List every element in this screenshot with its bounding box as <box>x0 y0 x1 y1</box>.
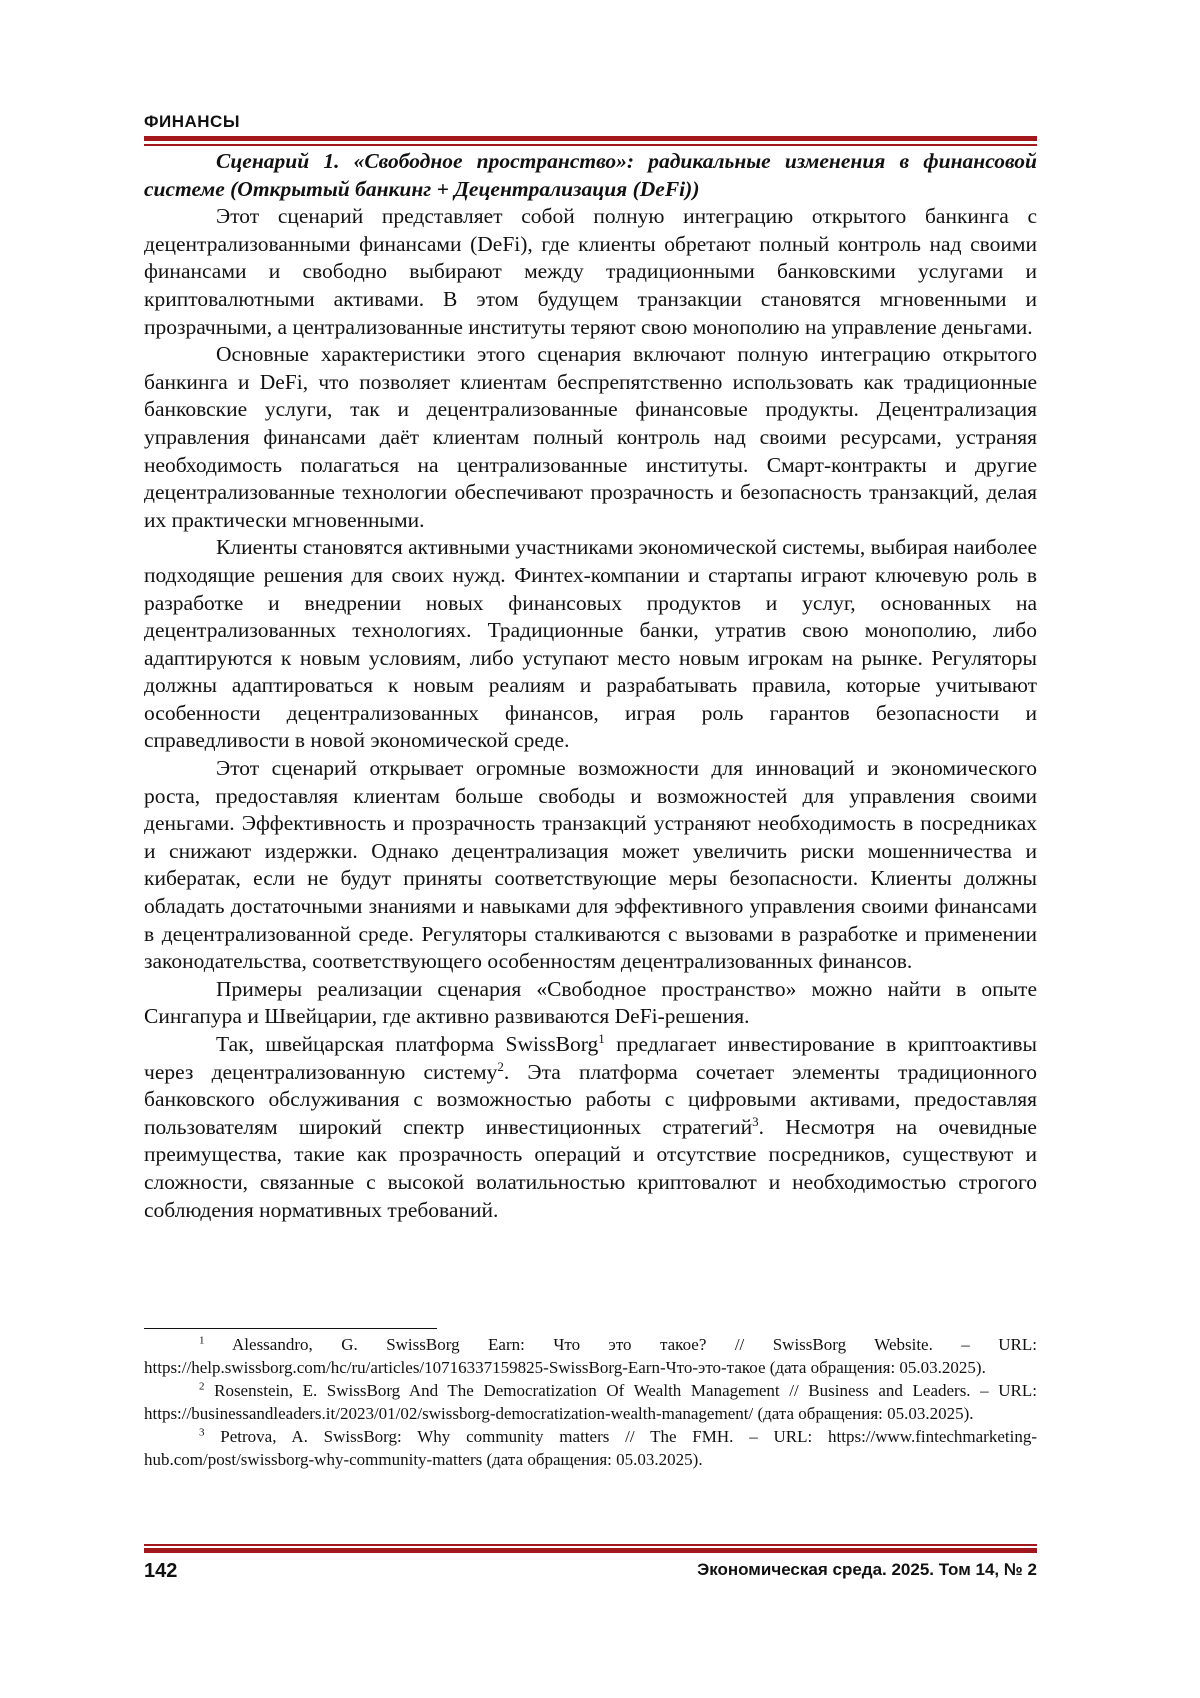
footnote-2 <box>144 1379 1037 1425</box>
footnote-3 <box>144 1425 1037 1471</box>
paragraph-text: . Эта платформа сочетает элементы традиционного банковского обслуживания с возможностью работы с цифровыми активами, предоставляя пользователям широкий спектр инвестиционных стратегий <box>144 1059 1037 1139</box>
footnotes <box>144 1333 1037 1471</box>
footnote-number: 1 <box>199 1334 205 1347</box>
paragraph-with-references <box>144 1031 1037 1224</box>
paragraph-text: предлагает инвестирование в криптоактивы через децентрализованную систему <box>144 1032 1037 1084</box>
running-footer <box>144 1560 1037 1583</box>
running-header: ФИНАНСЫ <box>144 112 240 131</box>
paragraph-text: . Несмотря на очевидные преимущества, такие как прозрачность операций и отсутствие посредников, существуют и сложности, связанные с высокой волатильностью криптовалют и необходимостью строгого соблюдения нормативных требований. <box>144 1114 1037 1222</box>
paragraph: Этот сценарий представляет собой полную интеграцию открытого банкинга с децентрализованными финансами (DeFi), где клиенты обретают полный контроль над своими финансами и свободно выбирают между традиционными банковскими услугами и криптовалютными активами. В этом будущем транзакции становятся мгновенными и прозрачными, а централизованные институты теряют свою монополию на управление деньгами. <box>144 204 1037 339</box>
footnote-1 <box>144 1333 1037 1379</box>
footer-rule-thin <box>144 1544 1037 1546</box>
journal-citation: Экономическая среда. 2025. Том 14, № 2 <box>697 1560 1037 1579</box>
footnote-ref-3[interactable]: 3 <box>752 1113 759 1129</box>
paragraph: Этот сценарий открывает огромные возможности для инноваций и экономического роста, предоставляя клиентам больше свободы и возможностей для управления своими деньгами. Эффективность и прозрачность транзакций устраняют необходимость в посредниках и снижают издержки. Однако децентрализация может увеличить риски мошенничества и кибератак, если не будут приняты соответствующие меры безопасности. Клиенты должны обладать достаточными знаниями и навыками для эффективного управления своими финансами в децентрализованной среде. Регуляторы сталкиваются с вызовами в разработке и применении законодательства, соответствующего особенностям децентрализованных финансов. <box>144 756 1037 974</box>
article-body <box>144 148 1037 1224</box>
footnote-text: Rosenstein, E. SwissBorg And The Democratization Of Wealth Management // Business and Leaders. – URL: https://businessandleaders.it/2023/01/02/swissborg-democratization-wealth-management/ (дата обращения: 05.03.2025). <box>144 1381 1037 1423</box>
footnote-ref-2[interactable]: 2 <box>497 1058 504 1074</box>
footnote-number: 2 <box>199 1380 205 1393</box>
paragraph: Клиенты становятся активными участниками экономической системы, выбирая наиболее подходящие решения для своих нужд. Финтех-компании и стартапы играют ключевую роль в разработке и внедрении новых финансовых продуктов и услуг, основанных на децентрализованных технологиях. Традиционные банки, утратив свою монополию, либо адаптируются к новым условиям, либо уступают место новым игрокам на рынке. Регуляторы должны адаптироваться к новым реалиям и разрабатывать правила, которые учитывают особенности децентрализованных финансов, играя роль гарантов безопасности и справедливости в новой экономической среде. <box>144 535 1037 753</box>
footnote-ref-1[interactable]: 1 <box>598 1030 605 1046</box>
page-number: 142 <box>144 1560 178 1582</box>
header-rule-thick <box>144 136 1037 141</box>
footnote-text: Petrova, A. SwissBorg: Why community matters // The FMH. – URL: https://www.fintechmarketing-hub.com/post/swissborg-why-community-matters (дата обращения: 05.03.2025). <box>144 1427 1037 1469</box>
paragraph-text: Так, швейцарская платформа SwissBorg <box>216 1032 599 1056</box>
footnote-divider <box>144 1328 437 1329</box>
paragraph: Примеры реализации сценария «Свободное пространство» можно найти в опыте Сингапура и Швейцарии, где активно развиваются DeFi-решения. <box>144 976 1037 1029</box>
footer-rule-thick <box>144 1548 1037 1553</box>
paragraph: Основные характеристики этого сценария включают полную интеграцию открытого банкинга и DeFi, что позволяет клиентам беспрепятственно использовать как традиционные банковские услуги, так и децентрализованные финансовые продукты. Децентрализация управления финансами даёт клиентам полный контроль над своими ресурсами, устраняя необходимость полагаться на централизованные институты. Смарт-контракты и другие децентрализованные технологии обеспечивают прозрачность и безопасность транзакций, делая их практически мгновенными. <box>144 342 1037 532</box>
footnote-text: Alessandro, G. SwissBorg Earn: Что это такое? // SwissBorg Website. – URL: https://help.swissborg.com/hc/ru/articles/10716337159825-SwissBorg-Earn-Что-это-такое (дата обращения: 05.03.2025). <box>144 1335 1037 1377</box>
footnote-number: 3 <box>199 1426 205 1439</box>
header-rule-thin <box>144 144 1037 146</box>
scenario-heading: Сценарий 1. «Свободное пространство»: радикальные изменения в финансовой системе (Открытый банкинг + Децентрализация (DeFi)) <box>144 149 1037 201</box>
